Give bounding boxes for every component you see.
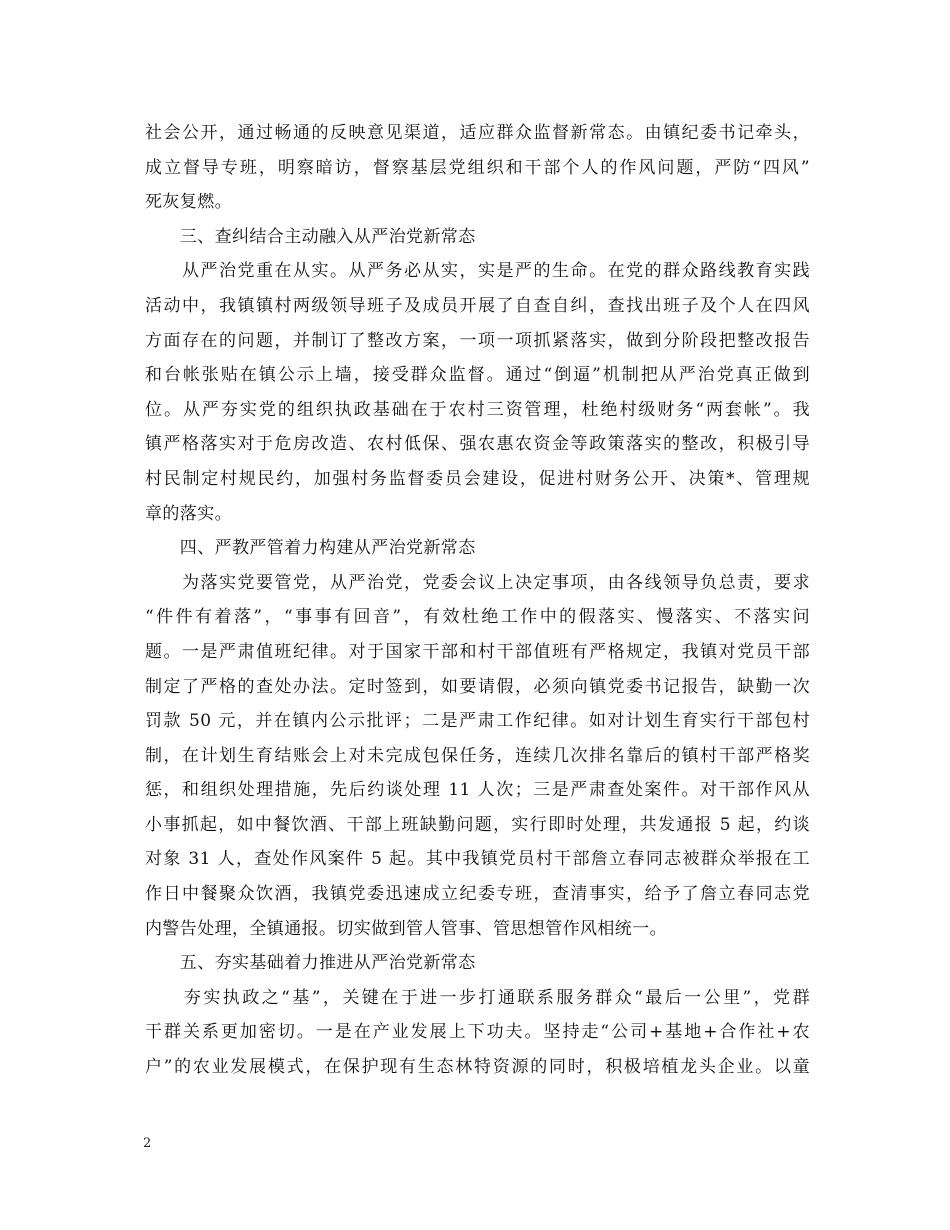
text-line: 制，在计划生育结账会上对未完成包保任务，连续几次排名靠后的镇村干部严格奖 (145, 745, 810, 766)
text-line: 干群关系更加密切。一是在产业发展上下功夫。坚持走“公司+基地+合作社+农 (145, 1022, 810, 1043)
text-line: 活动中，我镇镇村两级领导班子及成员开展了自查自纠，查找出班子及个人在四风 (145, 295, 810, 316)
text-line: 户”的农业发展模式，在保护现有生态林特资源的同时，积极培植龙头企业。以童 (145, 1057, 810, 1078)
text-line: 夯实执政之“基”，关键在于进一步打通联系服务群众“最后一公里”，党群 (145, 987, 810, 1008)
text-line: 罚款 50 元，并在镇内公示批评；二是严肃工作纪律。如对计划生育实行干部包村 (145, 711, 810, 732)
text-line: 制定了严格的查处办法。定时签到，如要请假，必须向镇党委书记报告，缺勤一次 (145, 676, 810, 697)
text-line: 位。从严夯实党的组织执政基础在于农村三资管理，杜绝村级财务“两套帐”。我 (145, 399, 810, 420)
section-heading: 四、严教严管着力构建从严治党新常态 (145, 538, 476, 559)
text-line: 章的落实。 (145, 503, 232, 524)
text-line: 从严治党重在从实。从严务必从实，实是严的生命。在党的群众路线教育实践 (145, 261, 810, 282)
page-number: 2 (143, 1136, 152, 1151)
text-line: 村民制定村规民约，加强村务监督委员会建设，促进村财务公开、决策*、管理规 (145, 468, 810, 489)
text-line: 和台帐张贴在镇公示上墙，接受群众监督。通过“倒逼”机制把从严治党真正做到 (145, 365, 810, 386)
text-line: “件件有着落”，“事事有回音”，有效杜绝工作中的假落实、慢落实、不落实问 (145, 607, 810, 628)
text-line: 内警告处理，全镇通报。切实做到管人管事、管思想管作风相统一。 (145, 918, 667, 939)
section-heading: 三、查纠结合主动融入从严治党新常态 (145, 226, 476, 247)
document-body (145, 116, 810, 1085)
text-line: 作日中餐聚众饮酒，我镇党委迅速成立纪委专班，查清事实，给予了詹立春同志党 (145, 884, 810, 905)
text-line: 方面存在的问题，并制订了整改方案，一项一项抓紧落实，做到分阶段把整改报告 (145, 330, 810, 351)
text-line: 社会公开，通过畅通的反映意见渠道，适应群众监督新常态。由镇纪委书记牵头， (145, 123, 810, 143)
text-line: 死灰复燃。 (145, 192, 232, 213)
text-line: 为落实党要管党，从严治党，党委会议上决定事项，由各线领导负总责，要求 (145, 572, 810, 593)
section-heading: 五、夯实基础着力推进从严治党新常态 (145, 953, 476, 974)
text-line: 对象 31 人，查处作风案件 5 起。其中我镇党员村干部詹立春同志被群众举报在工 (145, 849, 810, 870)
text-line: 惩，和组织处理措施，先后约谈处理 11 人次；三是严肃查处案件。对干部作风从 (145, 780, 810, 801)
text-line: 成立督导专班，明察暗访，督察基层党组织和干部个人的作风问题，严防“四风” (145, 157, 810, 178)
text-line: 镇严格落实对于危房改造、农村低保、强农惠农资金等政策落实的整改，积极引导 (145, 434, 810, 455)
text-line: 题。一是严肃值班纪律。对于国家干部和村干部值班有严格规定，我镇对党员干部 (145, 641, 810, 662)
text-line: 小事抓起，如中餐饮酒、干部上班缺勤问题，实行即时处理，共发通报 5 起，约谈 (145, 814, 810, 835)
